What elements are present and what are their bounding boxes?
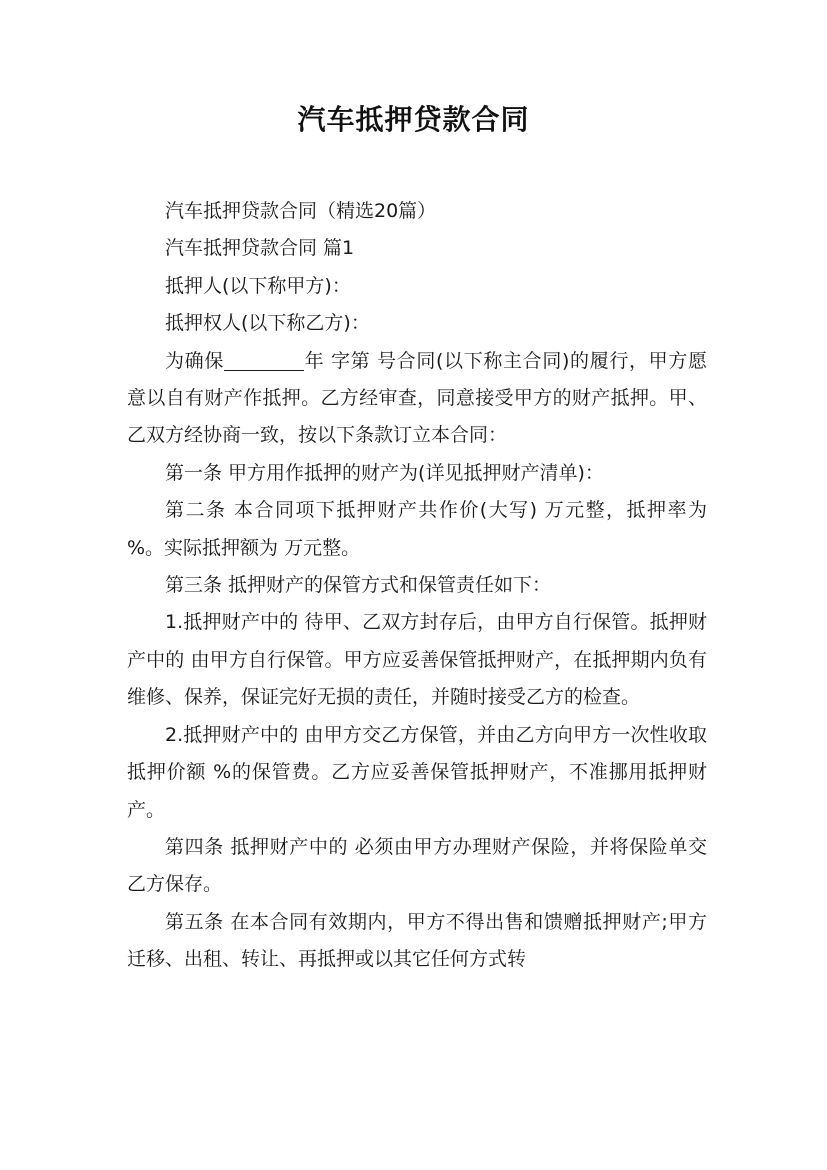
- paragraph-subtitle: 汽车抵押贷款合同（精选20篇）: [165, 200, 437, 222]
- preamble-text-before: 为确保: [165, 349, 224, 372]
- document-title: 汽车抵押贷款合同: [297, 103, 530, 136]
- paragraph-article-1: 第一条 甲方用作抵押的财产为(详见抵押财产清单)：: [165, 461, 604, 484]
- paragraph-article-5: 第五条 在本合同有效期内，甲方不得出售和馈赠抵押财产;甲方迁移、出租、转让、再抵押或以其它任何方式转: [127, 910, 707, 971]
- preamble-text-after: 年 字第 号合同(以下称主合同)的履行，甲方愿意以自有财产作抵押。乙方经审查，同意接受甲方的财产抵押。甲、乙双方经协商一致，按以下条款订立本合同：: [127, 349, 707, 447]
- paragraph-article-2: 第二条 本合同项下抵押财产共作价(大写) 万元整，抵押率为 %。实际抵押额为 万元整。: [127, 499, 707, 559]
- paragraph-section-heading: 汽车抵押贷款合同 篇1: [165, 237, 355, 260]
- paragraph-article-4: 第四条 抵押财产中的 必须由甲方办理财产保险，并将保险单交乙方保存。: [127, 835, 707, 896]
- fill-in-blank: [224, 346, 304, 371]
- paragraph-article-3: 第三条 抵押财产的保管方式和保管责任如下：: [165, 574, 552, 597]
- paragraph-article-3-item-2: 2.抵押财产中的 由甲方交乙方保管，并由乙方向甲方一次性收取抵押价额 %的保管费。乙方应妥善保管抵押财产，不准挪用抵押财产。: [127, 723, 707, 821]
- paragraph-mortgagor: 抵押人(以下称甲方)：: [165, 274, 351, 297]
- document-body: [127, 193, 707, 979]
- paragraph-article-3-item-1: 1.抵押财产中的 待甲、乙双方封存后，由甲方自行保管。抵押财产中的 由甲方自行保管。甲方应妥善保管抵押财产，在抵押期内负有维修、保养，保证完好无损的责任，并随时接受乙方的检查。: [127, 611, 707, 709]
- paragraph-mortgagee: 抵押权人(以下称乙方)：: [165, 312, 370, 335]
- paragraph-preamble: [127, 343, 707, 455]
